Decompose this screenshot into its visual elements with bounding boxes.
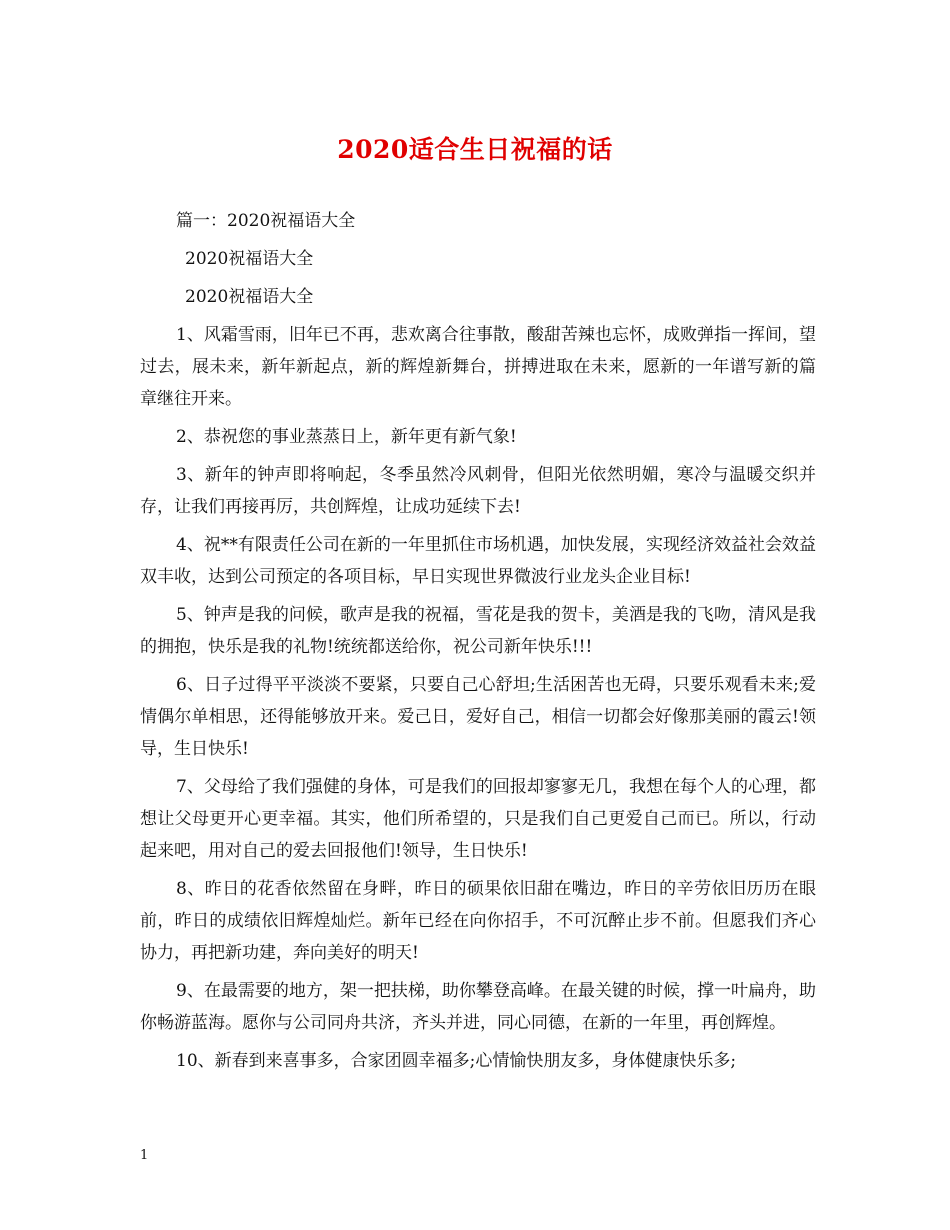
paragraph-7: 7、父母给了我们强健的身体，可是我们的回报却寥寥无几，我想在每个人的心理，都想让父母更开心更幸福。其实，他们所希望的，只是我们自己更爱自己而已。所以，行动起来吧，用对自己的爱去回报他们!领导，生日快乐!: [140, 777, 816, 861]
paragraph-10: 10、新春到来喜事多，合家团圆幸福多;心情愉快朋友多，身体健康快乐多;: [176, 1051, 737, 1071]
document-body: [140, 205, 816, 1083]
paragraph-8: 8、昨日的花香依然留在身畔，昨日的硕果依旧甜在嘴边，昨日的辛劳依旧历历在眼前，昨日的成绩依旧辉煌灿烂。新年已经在向你招手，不可沉醉止步不前。但愿我们齐心协力，再把新功建，奔向美好的明天!: [140, 879, 816, 963]
paragraph-9: 9、在最需要的地方，架一把扶梯，助你攀登高峰。在最关键的时候，撑一叶扁舟，助你畅游蓝海。愿你与公司同舟共济，齐头并进，同心同德，在新的一年里，再创辉煌。: [140, 981, 816, 1033]
paragraph-5: 5、钟声是我的问候，歌声是我的祝福，雪花是我的贺卡，美酒是我的飞吻，清风是我的拥抱，快乐是我的礼物!统统都送给你，祝公司新年快乐!!!: [140, 605, 816, 657]
page-number: 1: [140, 1148, 149, 1163]
paragraph-6: 6、日子过得平平淡淡不要紧，只要自己心舒坦;生活困苦也无碍，只要乐观看未来;爱情偶尔单相思，还得能够放开来。爱己日，爱好自己，相信一切都会好像那美丽的霞云!领导，生日快乐!: [140, 675, 816, 759]
section-heading: 篇一：2020祝福语大全: [176, 211, 356, 231]
paragraph-3: 3、新年的钟声即将响起，冬季虽然冷风刺骨，但阳光依然明媚，寒冷与温暖交织并存，让我们再接再厉，共创辉煌，让成功延续下去!: [140, 465, 816, 517]
paragraph-1: 1、风霜雪雨，旧年已不再，悲欢离合往事散，酸甜苦辣也忘怀，成败弹指一挥间，望过去，展未来，新年新起点，新的辉煌新舞台，拼搏进取在未来，愿新的一年谱写新的篇章继往开来。: [140, 325, 816, 409]
document-title: 2020适合生日祝福的话: [337, 135, 613, 164]
subheading: 2020祝福语大全: [185, 287, 314, 307]
subheading: 2020祝福语大全: [185, 249, 314, 269]
paragraph-4: 4、祝**有限责任公司在新的一年里抓住市场机遇，加快发展，实现经济效益社会效益双丰收，达到公司预定的各项目标，早日实现世界微波行业龙头企业目标!: [140, 535, 816, 587]
paragraph-2: 2、恭祝您的事业蒸蒸日上，新年更有新气象!: [176, 427, 517, 447]
